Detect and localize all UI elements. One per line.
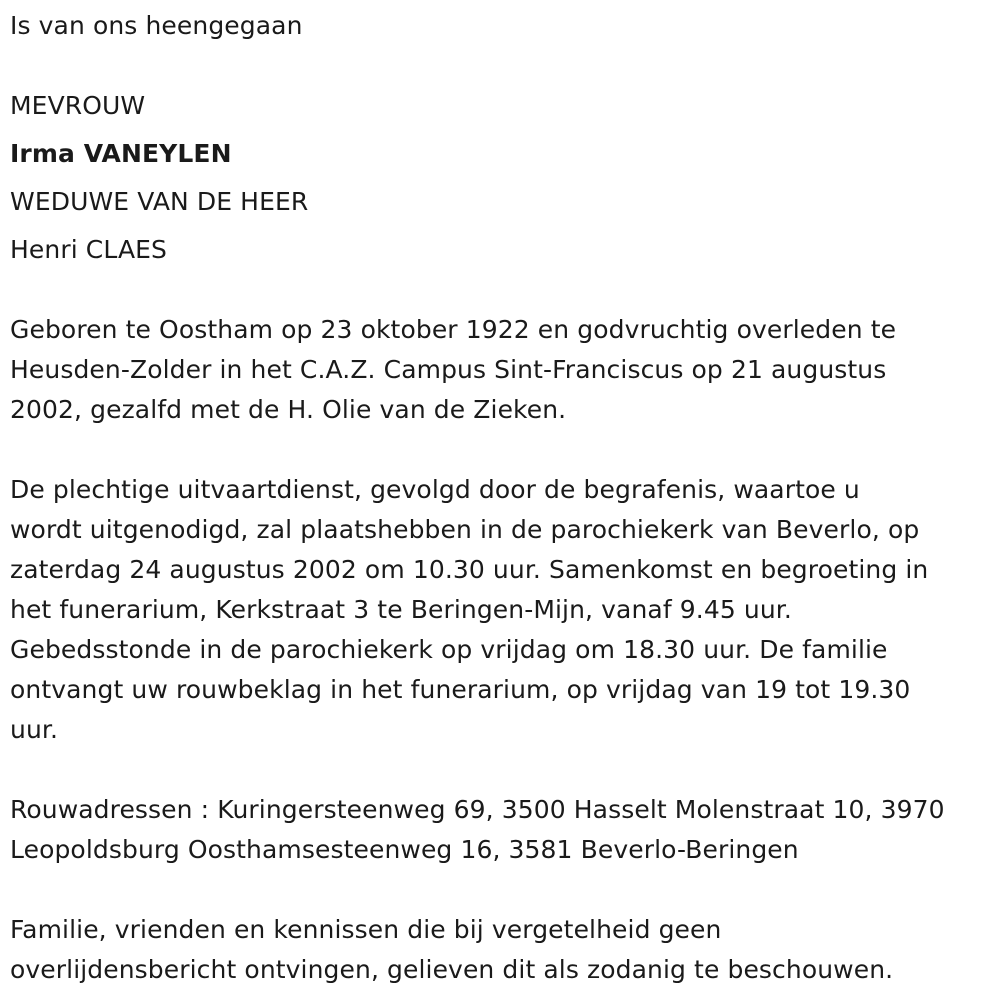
funeral-paragraph bbox=[10, 470, 928, 750]
paragraph-line: zaterdag 24 augustus 2002 om 10.30 uur. Samenkomst en begroeting in bbox=[10, 555, 929, 584]
paragraph-line: het funerarium, Kerkstraat 3 te Beringen-Mijn, vanaf 9.45 uur. bbox=[10, 595, 792, 624]
mourning-addresses-paragraph bbox=[10, 790, 945, 870]
widow-of-label: WEDUWE VAN DE HEER bbox=[10, 187, 309, 216]
spouse-name: Henri CLAES bbox=[10, 235, 168, 264]
paragraph-line: overlijdensbericht ontvingen, gelieven dit als zodanig te beschouwen. bbox=[10, 955, 894, 984]
paragraph-line: Gebedsstonde in de parochiekerk op vrijdag om 18.30 uur. De familie bbox=[10, 635, 888, 664]
birth-death-paragraph bbox=[10, 310, 896, 430]
paragraph-line: De plechtige uitvaartdienst, gevolgd door de begrafenis, waartoe u bbox=[10, 475, 860, 504]
paragraph-line: Leopoldsburg Oosthamsesteenweg 16, 3581 Beverlo-Beringen bbox=[10, 835, 799, 864]
paragraph-line: 2002, gezalfd met de H. Olie van de Zieken. bbox=[10, 395, 567, 424]
paragraph-line: Rouwadressen : Kuringersteenweg 69, 3500 Hasselt Molenstraat 10, 3970 bbox=[10, 795, 945, 824]
paragraph-line: Familie, vrienden en kennissen die bij vergetelheid geen bbox=[10, 915, 722, 944]
paragraph-line: wordt uitgenodigd, zal plaatshebben in de parochiekerk van Beverlo, op bbox=[10, 515, 920, 544]
paragraph-line: Heusden-Zolder in het C.A.Z. Campus Sint-Franciscus op 21 augustus bbox=[10, 355, 887, 384]
intro-line: Is van ons heengegaan bbox=[10, 11, 303, 40]
honorific-title: MEVROUW bbox=[10, 91, 146, 120]
paragraph-line: ontvangt uw rouwbeklag in het funerarium, op vrijdag van 19 tot 19.30 bbox=[10, 675, 911, 704]
paragraph-line: Geboren te Oostham op 23 oktober 1922 en godvruchtig overleden te bbox=[10, 315, 897, 344]
paragraph-line: uur. bbox=[10, 715, 59, 744]
deceased-name: Irma VANEYLEN bbox=[10, 139, 232, 168]
closing-paragraph bbox=[10, 910, 893, 990]
